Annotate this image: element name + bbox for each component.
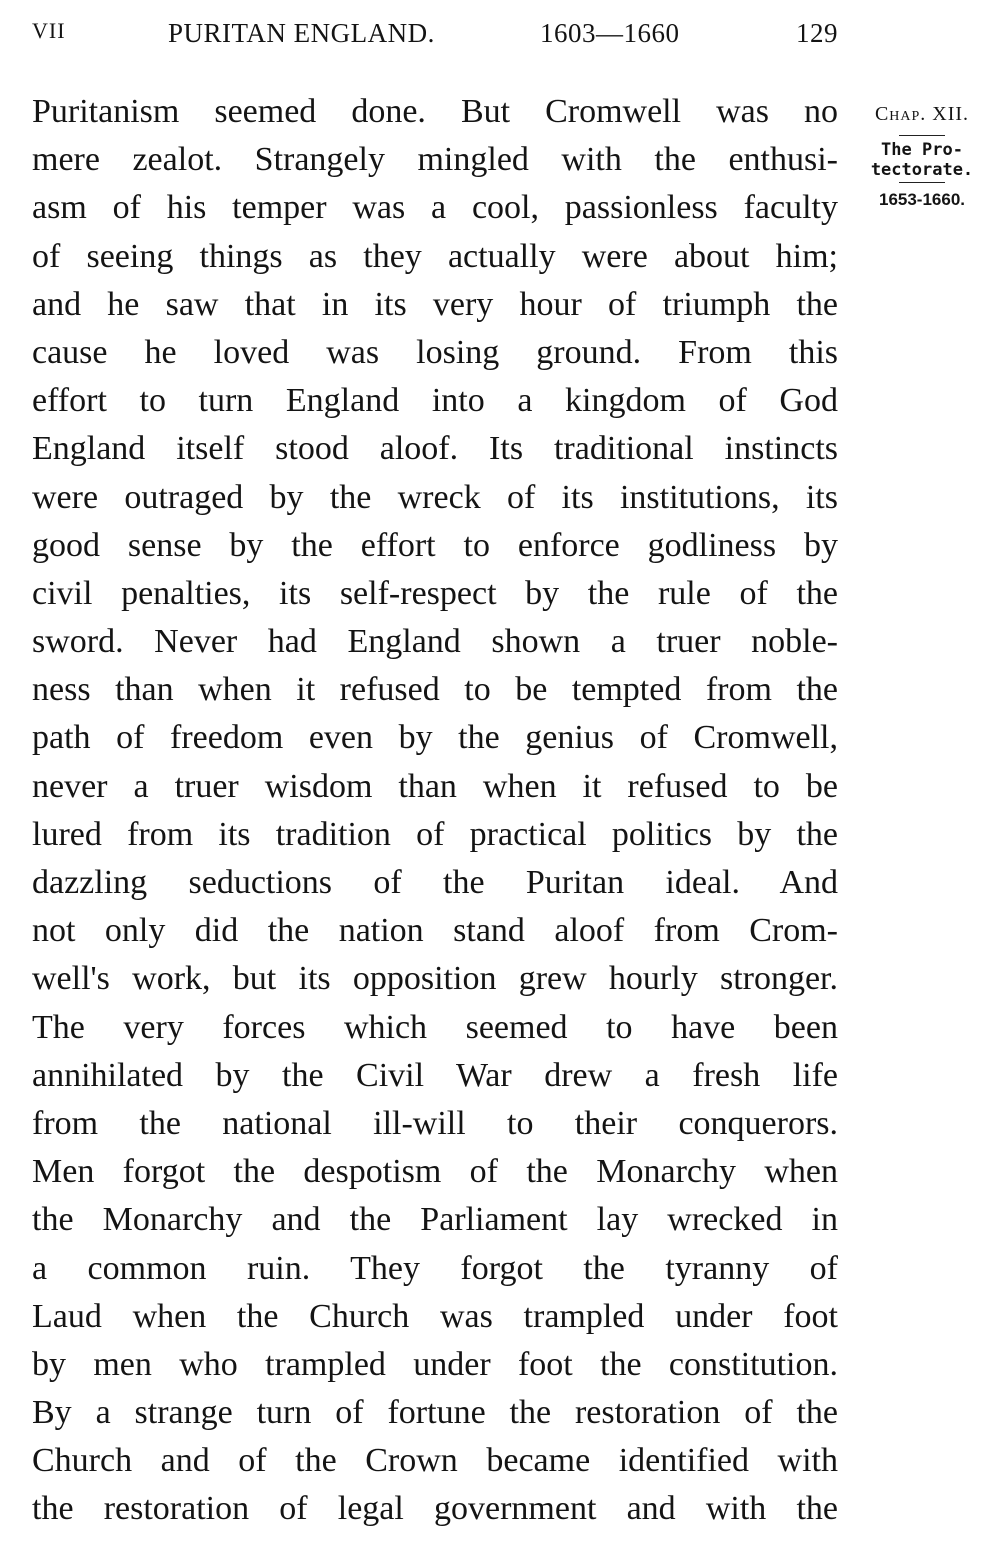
text-line: not only did the nation stand aloof from Crom- [32,912,838,950]
text-line: well's work, but its opposition grew hourly stronger. [32,960,838,998]
margin-note-topic-line1: The Pro- [881,140,963,160]
text-line: the Monarchy and the Parliament lay wrecked in [32,1201,838,1239]
text-line: were outraged by the wreck of its institutions, its [32,478,838,516]
text-line: effort to turn England into a kingdom of God [32,382,838,420]
margin-note-divider [899,182,945,183]
text-line: a common ruin. They forgot the tyranny of [32,1249,838,1287]
text-line: By a strange turn of fortune the restoration of the [32,1394,838,1432]
text-line: ness than when it refused to be tempted from the [32,671,838,709]
text-line: lured from its tradition of practical politics by the [32,815,838,853]
text-line: by men who trampled under foot the constitution. [32,1345,838,1383]
running-head-dates: 1603—1660 [540,18,680,48]
running-head-chapter: VII [32,18,66,43]
text-line: sword. Never had England shown a truer noble- [32,623,838,661]
text-line: from the national ill-will to their conquerors. [32,1104,838,1142]
text-line: path of freedom even by the genius of Cromwell, [32,719,838,757]
text-line: Men forgot the despotism of the Monarchy when [32,1153,838,1191]
text-line: mere zealot. Strangely mingled with the enthusi- [32,141,838,179]
text-line: Laud when the Church was trampled under foot [32,1297,838,1335]
running-head [32,18,838,58]
text-line: and he saw that in its very hour of triumph the [32,285,838,323]
running-head-title: PURITAN ENGLAND. [168,18,435,48]
text-line: dazzling seductions of the Puritan ideal. And [32,864,838,901]
text-line: asm of his temper was a cool, passionless faculty [32,189,838,227]
margin-note-divider [899,135,945,136]
text-line: the restoration of legal government and with the [32,1490,838,1528]
text-line: The very forces which seemed to have been [32,1008,838,1046]
body-text [32,88,838,1534]
text-line: Church and of the Crown became identified with [32,1442,838,1480]
text-line: civil penalties, its self-respect by the rule of the [32,574,838,612]
page-number: 129 [796,18,838,48]
text-line: Puritanism seemed done. But Cromwell was no [32,93,838,130]
text-line: England itself stood aloof. Its traditional instincts [32,430,838,468]
text-line: cause he loved was losing ground. From this [32,333,838,371]
margin-note-dates: 1653-1660. [878,190,966,209]
text-line: never a truer wisdom than when it refused to be [32,767,838,805]
margin-note-topic-line2: tectorate. [870,160,974,180]
margin-note-chapter: Chap. XII. [874,103,970,125]
margin-note [852,95,992,213]
text-line: good sense by the effort to enforce godliness by [32,526,838,564]
text-line: annihilated by the Civil War drew a fresh life [32,1056,838,1094]
text-line: of seeing things as they actually were about him; [32,237,838,275]
